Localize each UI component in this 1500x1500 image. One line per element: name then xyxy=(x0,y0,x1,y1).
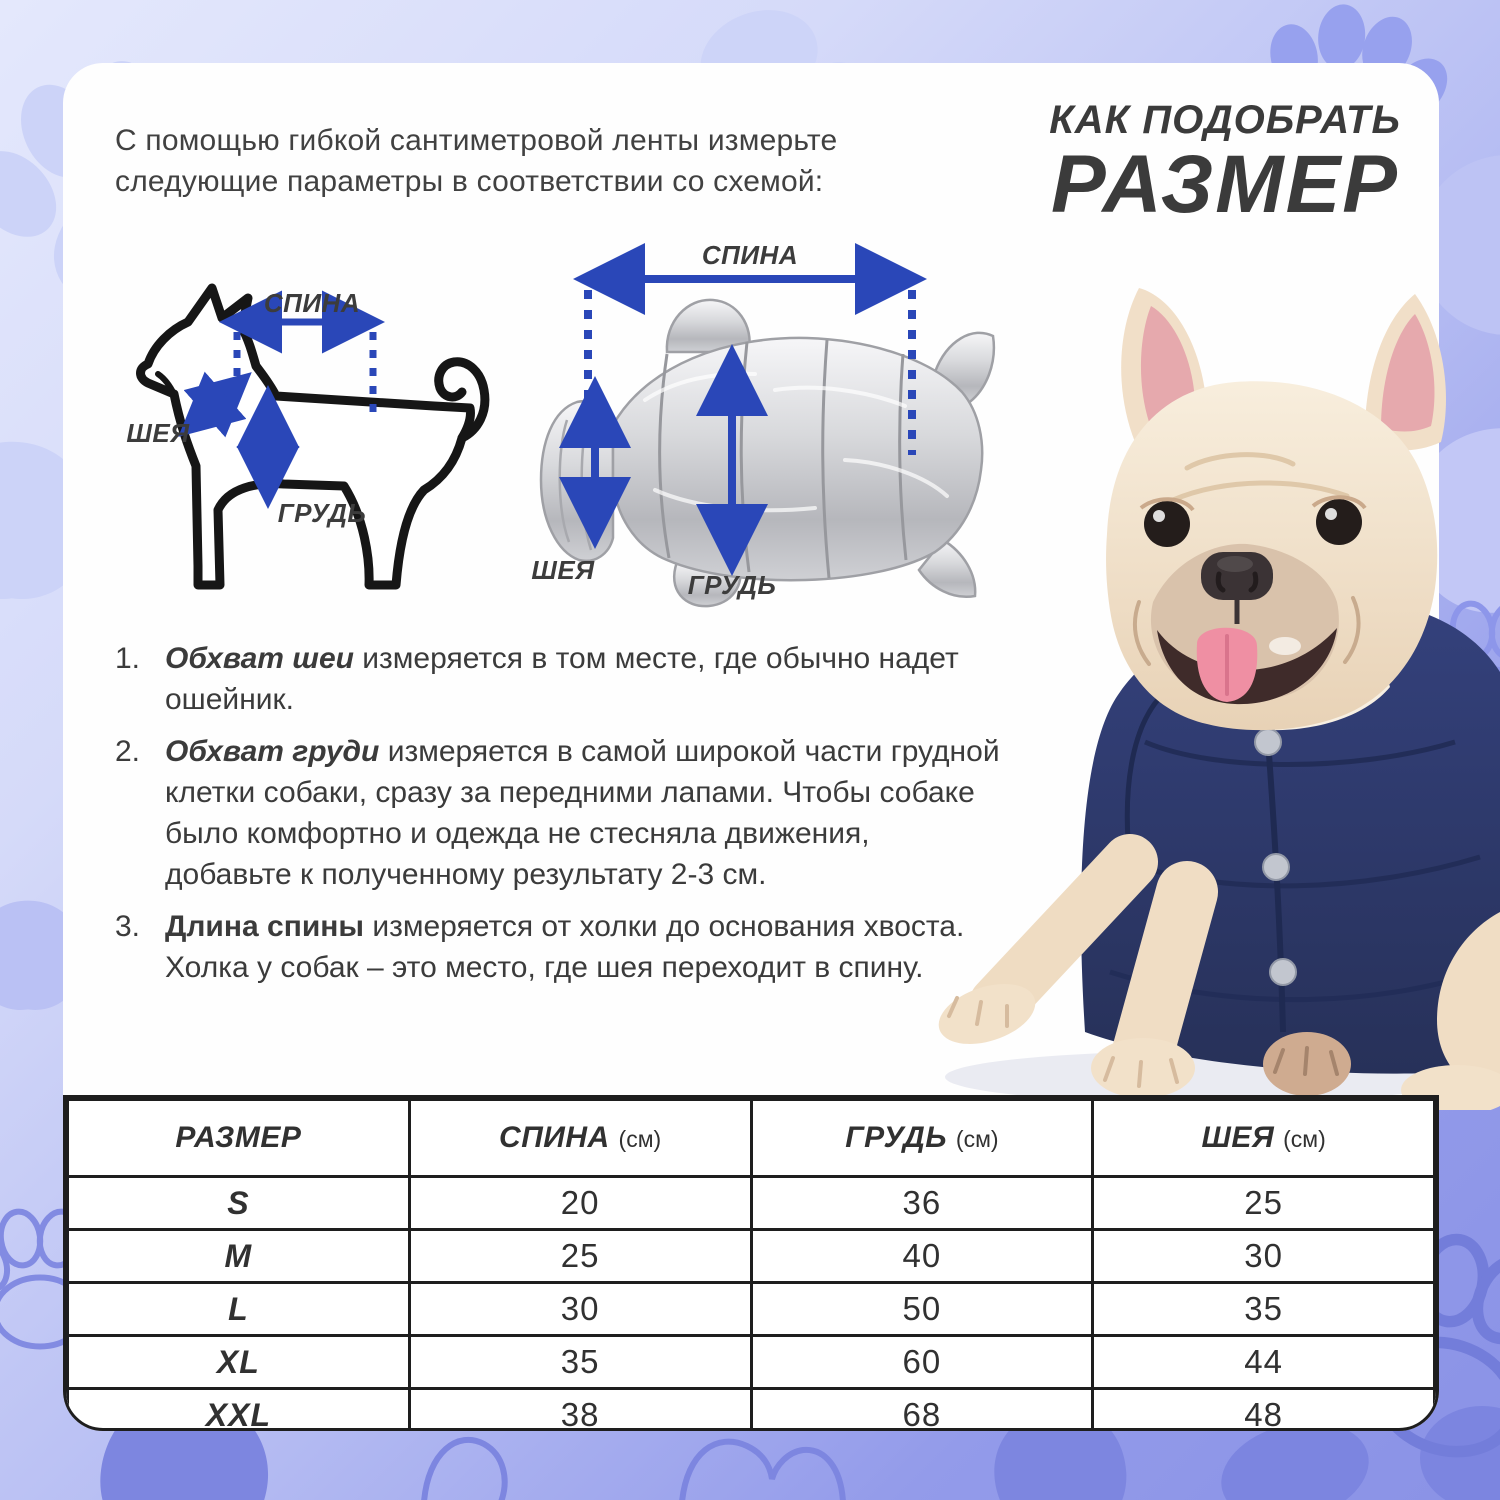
cell-size: XXL xyxy=(68,1389,410,1432)
cell-neck: 30 xyxy=(1093,1230,1435,1283)
label-chest-dog: ГРУДЬ xyxy=(277,498,367,528)
heading-kicker: КАК ПОДОБРАТЬ xyxy=(1049,98,1401,142)
intro-text: С помощью гибкой сантиметровой ленты измерьте следующие параметры в соответствии со схемой: xyxy=(115,124,838,198)
item-term: Обхват груди xyxy=(165,735,380,768)
size-table xyxy=(66,1098,1436,1431)
col-label: ШЕЯ xyxy=(1201,1121,1275,1154)
cell-chest: 50 xyxy=(751,1283,1093,1336)
dog-measurement-diagram xyxy=(112,266,508,614)
instruction-item-1 xyxy=(115,638,1000,720)
cell-size: M xyxy=(68,1230,410,1283)
cell-neck: 48 xyxy=(1093,1389,1435,1432)
table-row xyxy=(68,1230,1435,1283)
cell-back: 30 xyxy=(409,1283,751,1336)
cell-size: XL xyxy=(68,1336,410,1389)
col-unit: (см) xyxy=(1283,1126,1326,1152)
col-unit: (см) xyxy=(618,1126,662,1152)
col-label: ГРУДЬ xyxy=(845,1121,948,1154)
col-header-back xyxy=(409,1100,751,1177)
col-header-neck xyxy=(1093,1100,1435,1177)
item-number: 2. xyxy=(115,735,141,768)
table-row xyxy=(68,1177,1435,1230)
size-table-header-row xyxy=(68,1100,1435,1177)
page-title: РАЗМЕР xyxy=(1050,139,1399,230)
cell-chest: 36 xyxy=(751,1177,1093,1230)
cell-neck: 44 xyxy=(1093,1336,1435,1389)
item-text: измеряется в том месте, где обычно надет ошейник. xyxy=(165,642,959,716)
cell-back: 25 xyxy=(409,1230,751,1283)
label-neck-jacket: ШЕЯ xyxy=(531,555,595,585)
item-term: Обхват шеи xyxy=(165,642,354,675)
size-table-container xyxy=(63,1095,1439,1431)
col-header-chest xyxy=(751,1100,1093,1177)
cell-chest: 68 xyxy=(751,1389,1093,1432)
table-row xyxy=(68,1389,1435,1432)
table-row xyxy=(68,1283,1435,1336)
item-term: Длина спины xyxy=(165,910,364,943)
col-label: СПИНА xyxy=(499,1121,610,1154)
french-bulldog-photo xyxy=(935,272,1500,1110)
item-number: 1. xyxy=(115,642,141,675)
cell-size: S xyxy=(68,1177,410,1230)
instruction-item-3 xyxy=(115,906,1000,988)
page-heading xyxy=(1035,98,1415,230)
instruction-item-2 xyxy=(115,731,1000,895)
measurement-instructions xyxy=(115,638,1000,999)
label-chest-jacket: ГРУДЬ xyxy=(687,570,777,600)
table-row xyxy=(68,1336,1435,1389)
cell-chest: 60 xyxy=(751,1336,1093,1389)
label-back-jacket: СПИНА xyxy=(701,240,799,270)
item-number: 3. xyxy=(115,910,141,943)
cell-back: 38 xyxy=(409,1389,751,1432)
col-label: РАЗМЕР xyxy=(175,1121,302,1154)
col-header-size xyxy=(68,1100,410,1177)
col-unit: (см) xyxy=(955,1126,999,1152)
cell-chest: 40 xyxy=(751,1230,1093,1283)
item-text: измеряется в самой широкой части грудной клетки собаки, сразу за передними лапами. Чтобы собаке было комфортно и одежда не стесняла движения, добавьте к полученному результату 2-3 см. xyxy=(165,735,1000,891)
cell-neck: 35 xyxy=(1093,1283,1435,1336)
cell-neck: 25 xyxy=(1093,1177,1435,1230)
cell-back: 35 xyxy=(409,1336,751,1389)
jacket-measurement-diagram xyxy=(515,240,1000,615)
cell-back: 20 xyxy=(409,1177,751,1230)
item-text: измеряется от холки до основания хвоста. Холка у собак – это место, где шея переходит в спину. xyxy=(165,910,965,984)
label-neck-dog: ШЕЯ xyxy=(126,418,190,448)
label-back-dog: СПИНА xyxy=(263,288,361,318)
cell-size: L xyxy=(68,1283,410,1336)
